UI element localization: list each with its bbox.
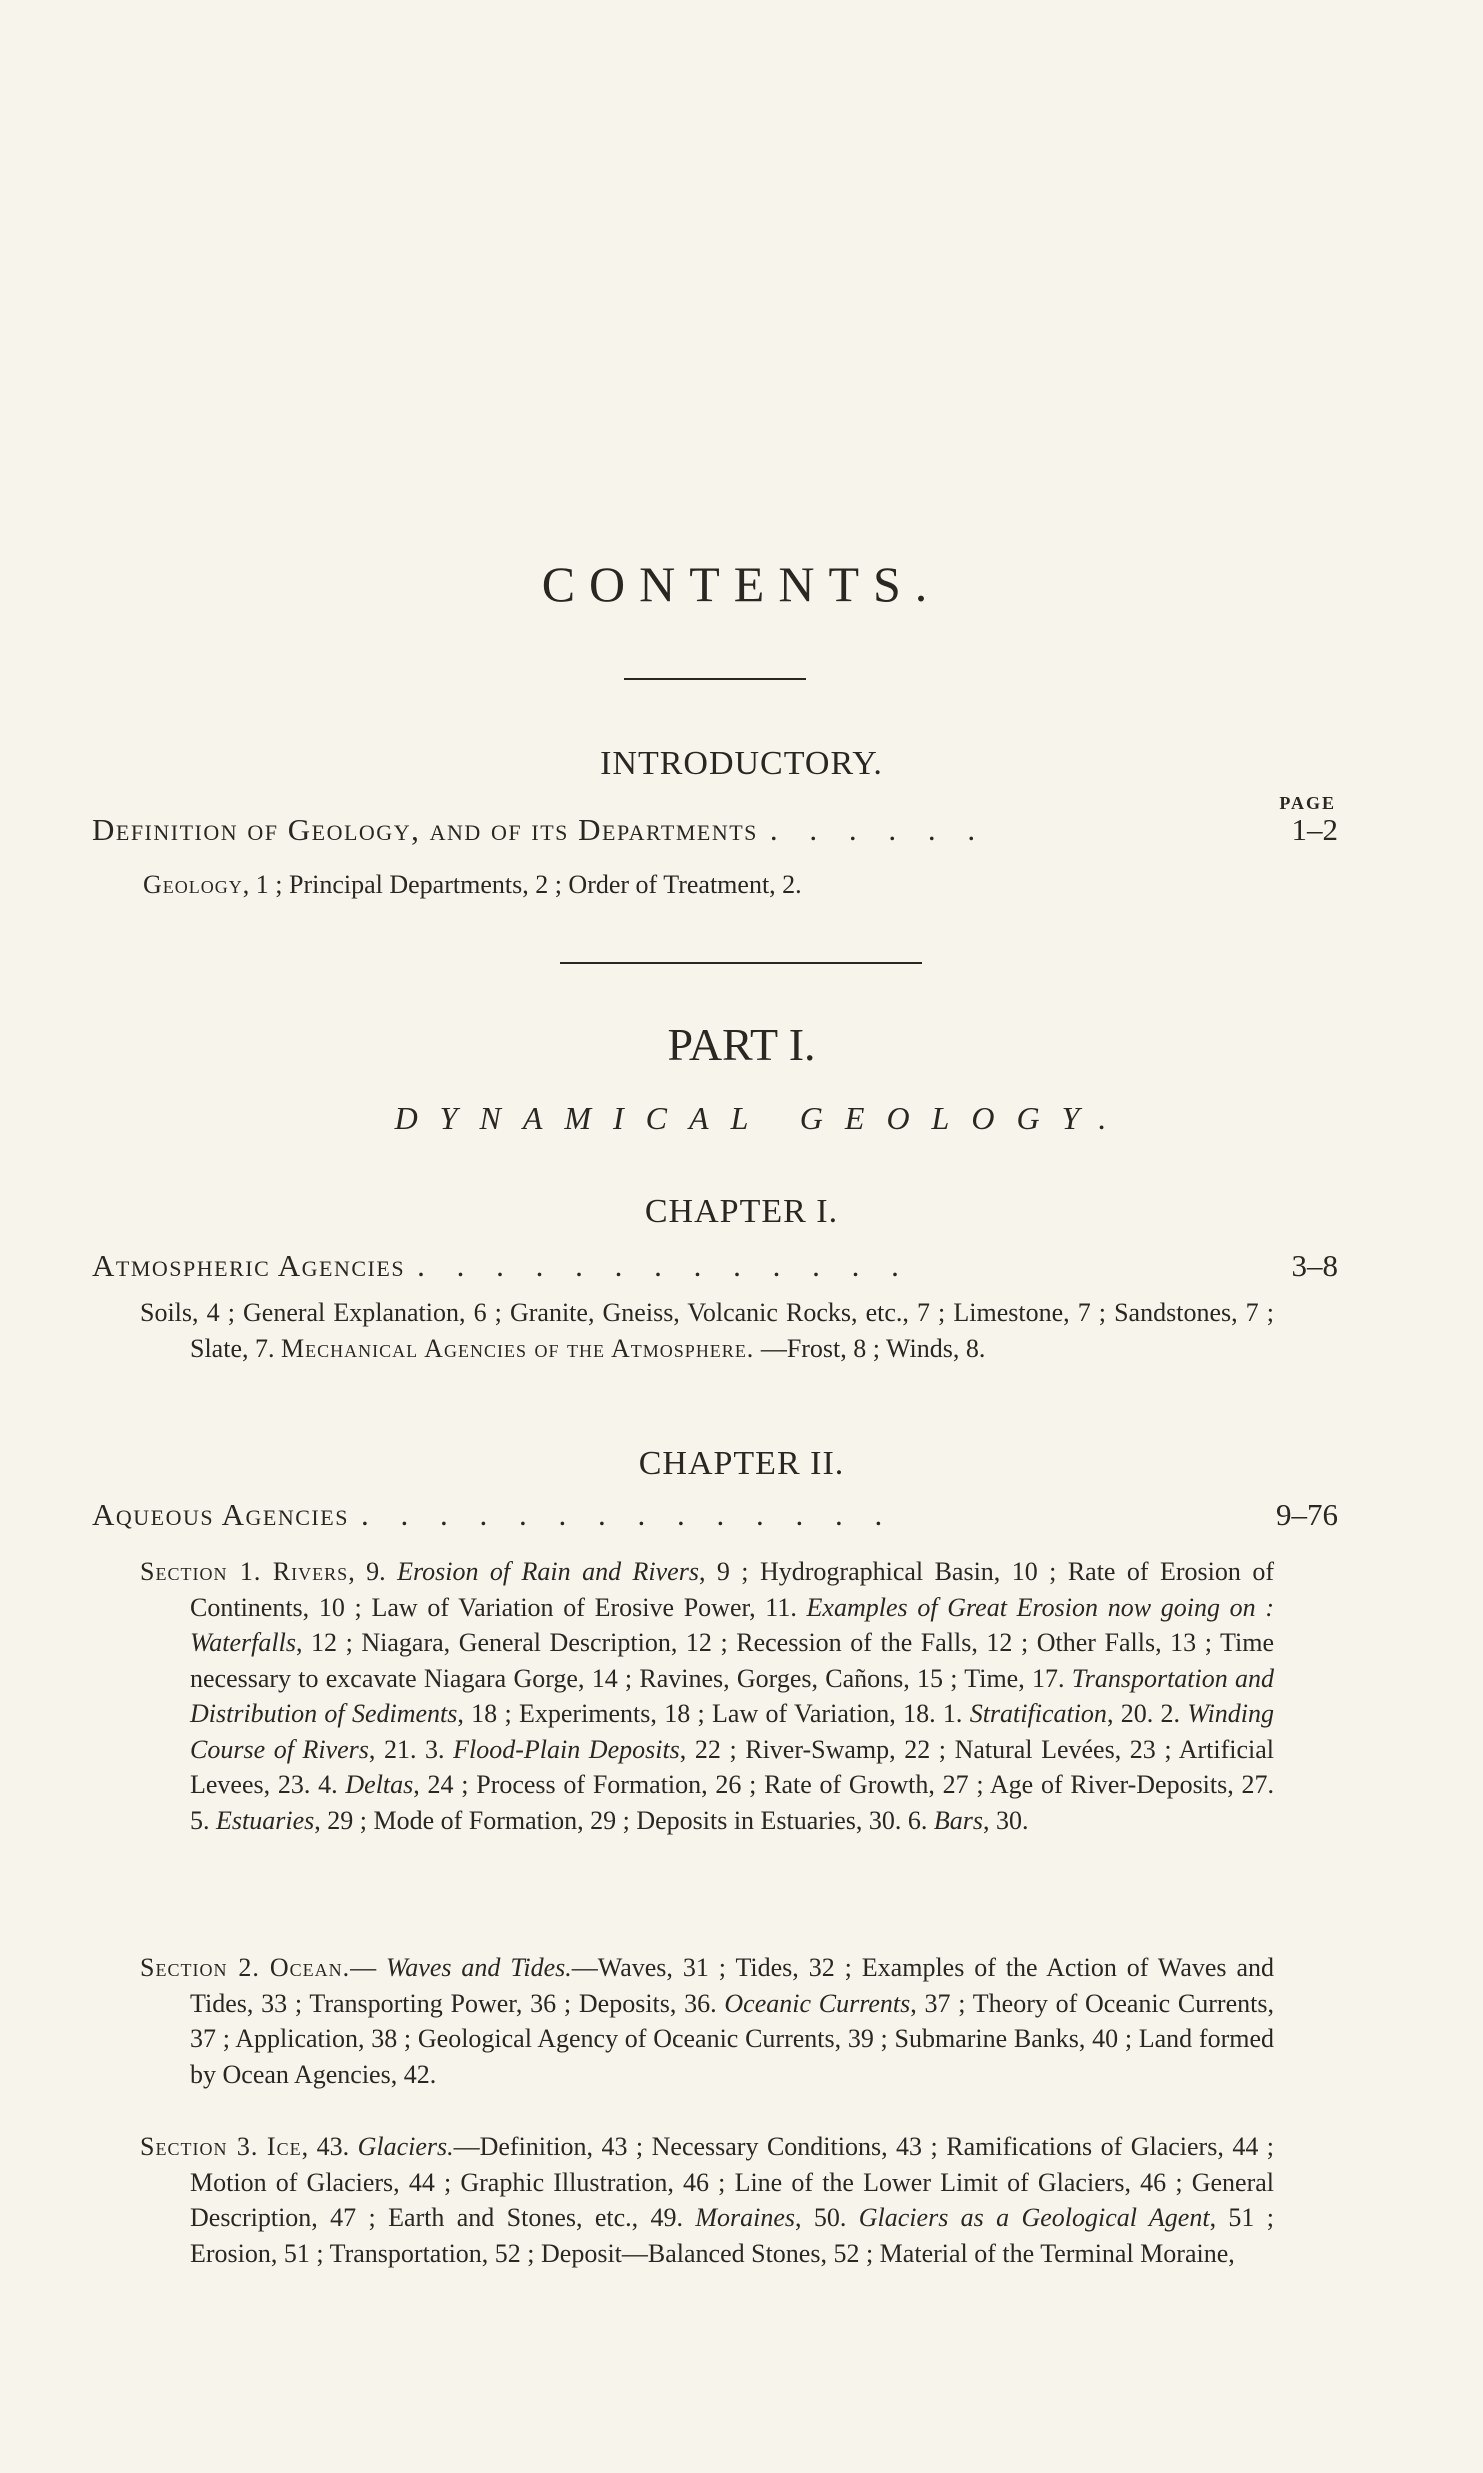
- part-heading: PART I.: [667, 1019, 816, 1070]
- toc-entry-title: Atmospheric Agencies: [92, 1248, 406, 1283]
- page-column-label: PAGE: [1279, 793, 1336, 813]
- dot-leader: . . . . . . . . . . . . . .: [360, 1497, 895, 1532]
- title-rule: [624, 678, 806, 680]
- toc-entry-page: 3–8: [1291, 1248, 1338, 1283]
- section-rule: [560, 962, 922, 964]
- page-title: CONTENTS.: [541, 556, 942, 612]
- toc-entry-atmospheric[interactable]: [92, 1248, 1338, 1288]
- dot-leader: . . . . . . . . . . . . .: [417, 1248, 911, 1283]
- toc-entry-title: Aqueous Agencies: [92, 1497, 349, 1532]
- toc-entry-aqueous[interactable]: [92, 1497, 1338, 1537]
- toc-entry-definition[interactable]: [92, 812, 1338, 852]
- dot-leader: . . . . . .: [769, 812, 988, 847]
- toc-entry-page: 1–2: [1291, 812, 1338, 847]
- introductory-detail: Geology, 1 ; Principal Departments, 2 ; Order of Treatment, 2.: [143, 870, 802, 899]
- toc-entry-title: Definition of Geology, and of its Departments: [92, 812, 758, 847]
- section-2-ocean: Section 2. Ocean.— Waves and Tides.—Waves, 31 ; Tides, 32 ; Examples of the Action of Waves and Tides, 33 ; Transporting Power, 36 ; Deposits, 36. Oceanic Currents, 37 ; Theory of Oceanic Currents, 37 ; Application, 38 ; Geological Agency of Oceanic Currents, 39 ; Submarine Banks, 40 ; Land formed by Ocean Agencies, 42.: [140, 1953, 1275, 2089]
- toc-entry-page: 9–76: [1276, 1497, 1338, 1532]
- part-subtitle: DYNAMICAL GEOLOGY.: [394, 1100, 1129, 1136]
- chapter-2-heading: CHAPTER II.: [638, 1445, 845, 1482]
- chapter-1-detail: Soils, 4 ; General Explanation, 6 ; Granite, Gneiss, Volcanic Rocks, etc., 7 ; Limestone, 7 ; Sandstones, 7 ; Slate, 7. Mechanical Agencies of the Atmosphere. —Frost, 8 ; Winds, 8.: [140, 1298, 1274, 1363]
- section-3-ice: Section 3. Ice, 43. Glaciers.—Definition, 43 ; Necessary Conditions, 43 ; Ramifications of Glaciers, 44 ; Motion of Glaciers, 44 ; Graphic Illustration, 46 ; Line of the Lower Limit of Glaciers, 46 ; General Description, 47 ; Earth and Stones, etc., 49. Moraines, 50. Glaciers as a Geological Agent, 51 ; Erosion, 51 ; Transportation, 52 ; Deposit—Balanced Stones, 52 ; Material of the Terminal Moraine,: [140, 2132, 1275, 2268]
- section-1-rivers: Section 1. Rivers, 9. Erosion of Rain and Rivers, 9 ; Hydrographical Basin, 10 ; Rate of Erosion of Continents, 10 ; Law of Variation of Erosive Power, 11. Examples of Great Erosion now going on : Waterfalls, 12 ; Niagara, General Description, 12 ; Recession of the Falls, 12 ; Other Falls, 13 ; Time necessary to excavate Niagara Gorge, 14 ; Ravines, Gorges, Cañons, 15 ; Time, 17. Transportation and Distribution of Sediments, 18 ; Experiments, 18 ; Law of Variation, 18. 1. Stratification, 20. 2. Winding Course of Rivers, 21. 3. Flood-Plain Deposits, 22 ; River-Swamp, 22 ; Natural Levées, 23 ; Artificial Levees, 23. 4. Deltas, 24 ; Process of Formation, 26 ; Rate of Growth, 27 ; Age of River-Deposits, 27. 5. Estuaries, 29 ; Mode of Formation, 29 ; Deposits in Estuaries, 30. 6. Bars, 30.: [140, 1557, 1275, 1835]
- chapter-1-heading: CHAPTER I.: [644, 1193, 839, 1230]
- introductory-heading: INTRODUCTORY.: [600, 745, 883, 782]
